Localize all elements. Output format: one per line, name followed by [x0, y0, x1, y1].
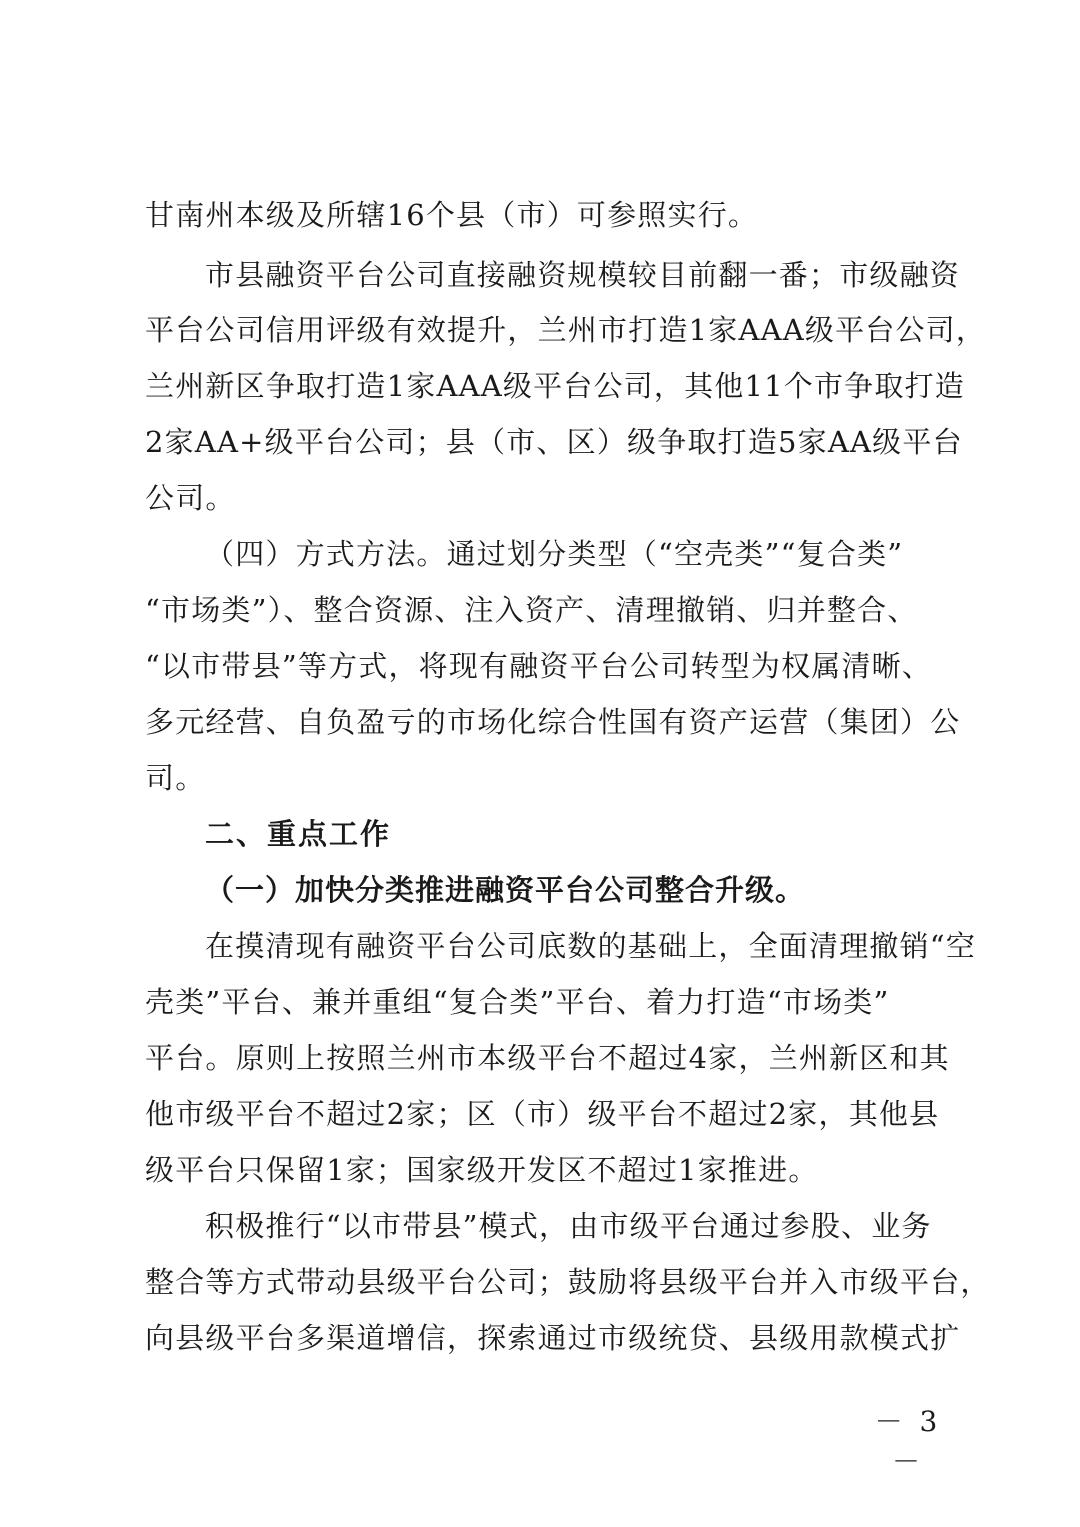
- paragraph-line: 平台。原则上按照兰州市本级平台不超过4家，兰州新区和其: [145, 1041, 950, 1075]
- paragraph-line: 级平台只保留1家；国家级开发区不超过1家推进。: [145, 1153, 819, 1187]
- paragraph-line: 兰州新区争取打造1家AAA级平台公司，其他11个市争取打造: [145, 369, 965, 403]
- paragraph-line: 市县融资平台公司直接融资规模较目前翻一番；市级融资: [205, 258, 961, 292]
- subsection-heading: （一）加快分类推进融资平台公司整合升级。: [205, 873, 806, 907]
- paragraph-line: 多元经营、自负盈亏的市场化综合性国有资产运营（集团）公: [145, 705, 961, 739]
- paragraph-line: 司。: [145, 761, 206, 795]
- paragraph-line: “以市带县”等方式，将现有融资平台公司转型为权属清晰、: [145, 649, 933, 683]
- paragraph-line: 积极推行“以市带县”模式，由市级平台通过参股、业务: [205, 1209, 932, 1243]
- paragraph-line: 平台公司信用评级有效提升，兰州市打造1家AAA级平台公司，: [145, 313, 987, 347]
- section-heading: 二、重点工作: [205, 817, 392, 851]
- paragraph-line: 2家AA+级平台公司；县（市、区）级争取打造5家AA级平台: [145, 425, 963, 459]
- page-number: － 3 －: [874, 1405, 942, 1478]
- paragraph-line: 壳类”平台、兼并重组“复合类”平台、着力打造“市场类”: [145, 985, 890, 1019]
- paragraph-line: 公司。: [145, 481, 236, 515]
- paragraph-line: 他市级平台不超过2家；区（市）级平台不超过2家，其他县: [145, 1097, 940, 1131]
- paragraph-line: （四）方式方法。通过划分类型（“空壳类”“复合类”: [205, 537, 904, 571]
- paragraph-line: 甘南州本级及所辖16个县（市）可参照实行。: [145, 198, 759, 232]
- paragraph-line: 整合等方式带动县级平台公司；鼓励将县级平台并入市级平台，: [145, 1265, 991, 1299]
- paragraph-line: 向县级平台多渠道增信，探索通过市级统贷、县级用款模式扩: [145, 1321, 961, 1355]
- paragraph-line: 在摸清现有融资平台公司底数的基础上，全面清理撤销“空: [205, 929, 977, 963]
- paragraph-line: “市场类”）、整合资源、注入资产、清理撤销、归并整合、: [145, 593, 918, 627]
